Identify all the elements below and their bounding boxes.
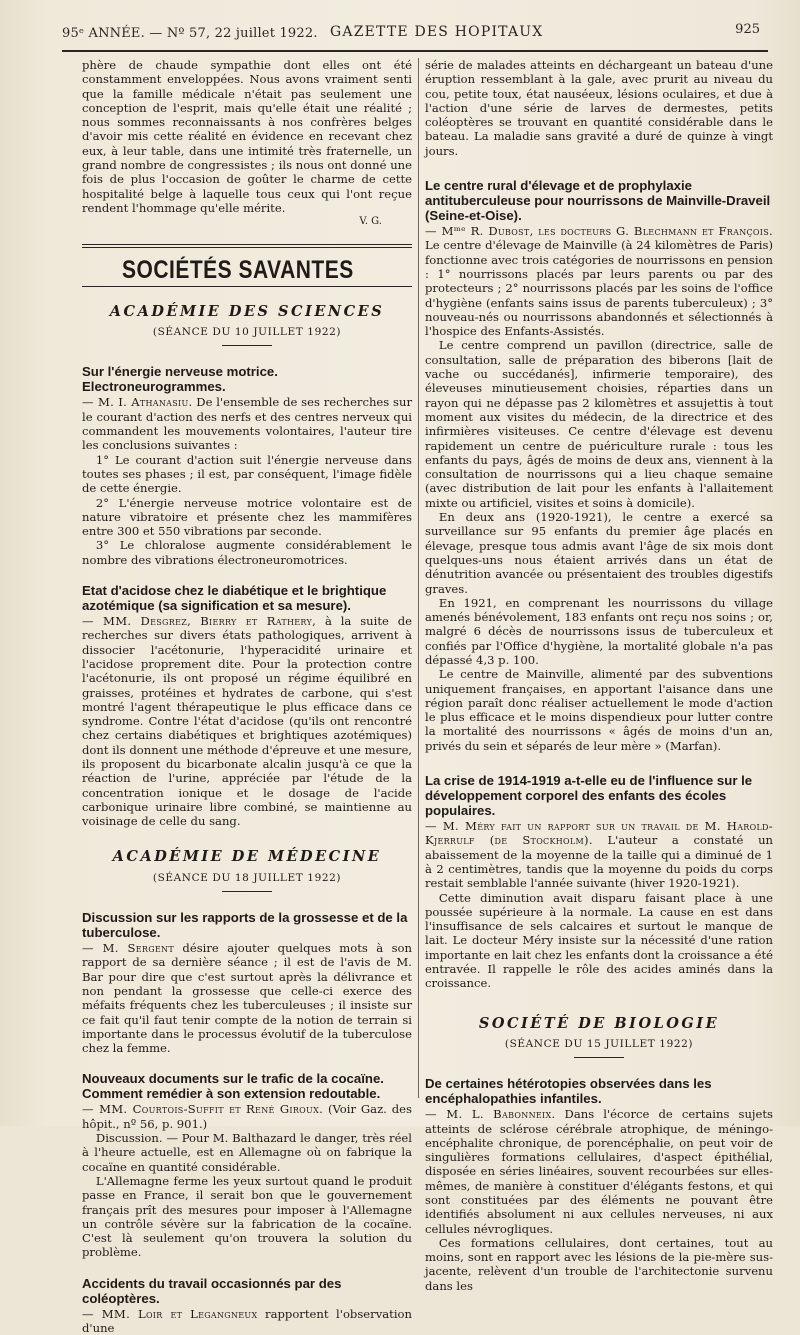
seance-date: (SÉANCE DU 15 JUILLET 1922) (504, 1037, 694, 1050)
article-paragraph (425, 819, 773, 890)
issue-info: 95ᵉ ANNÉE. — Nº 57, 22 juillet 1922. (62, 26, 318, 41)
article-text: De l'ensemble de ses recherches sur le courant d'action des nerfs et des centres nerveux qui commandent les mouvements volontaires, l'auteur tire les conclusions suivantes : (82, 395, 412, 453)
article-paragraph (82, 1307, 412, 1335)
article-text: à la suite de recherches sur divers états pathologiques, arrivent à dissocier l'acétonurie, l'hyperacidité urinaire et l'acidose proprement dite. Pour la protection contre l'acétonurie, ils ont proposé un régime équilibré en graisses, protéines et hydrates de carbone, qui s'est montré l'agent thérapeutique le plus efficace dans ce syndrome. Contre l'état d'acidose (qu'ils ont rencontré chez certains diabétiques et brightiques azotémiques) dont ils donnent une méthode d'épreuve et une mesure, ils proposent du bicarbonate alcalin jusqu'à ce que la réaction de l'urine, appréciée par l'étude de la concentration ionique et le dosage de l'acide carbonique urinaire libre combiné, se maintienne au voisinage de celle du sang. (82, 614, 412, 829)
article-paragraph: L'Allemagne ferme les yeux surtout quand le produit passe en France, il serait bon que le gouvernement français prît des mesures pour imposer à l'Allemagne un contrôle sévère sur la fabrication de la cocaïne. C'est là seulement qu'on trouvera la solution du problème. (82, 1173, 412, 1260)
article-title: Sur l'énergie nerveuse motrice. Electroneurogrammes. (82, 364, 278, 395)
article-title: Le centre rural d'élevage et de prophylaxie antituberculeuse pour nourrissons de Mainville-Draveil (Seine-et-Oise). (425, 178, 771, 224)
article-paragraph (425, 1107, 773, 1236)
article-paragraph: 3° Le chloralose augmente considérablement le nombre des vibrations électroneuromotrices. (82, 538, 412, 567)
article-paragraph: En 1921, en comprenant les nourrissons du village amenés bénévolement, 183 enfants ont reçu nos soins ; or, malgré 6 décès de nourrissons issus de tuberculeux et confiés par l'Office d'hygiène, la mortalité globale n'a pas dépassé 4,3 p. 100. (425, 595, 773, 667)
section-title: SOCIÉTÉS SAVANTES (122, 256, 354, 284)
article-paragraph (82, 1102, 412, 1131)
article-title: De certaines hétérotopies observées dans les encéphalopathies infantiles. (425, 1076, 712, 1107)
article-authors: — M. Méry fait un rapport sur un travail de M. Harold-Kjerrulf (de Stockholm). (425, 819, 773, 848)
left-column (82, 58, 412, 1335)
column-divider (418, 58, 419, 1098)
article-paragraph (82, 395, 412, 452)
intro-paragraph: phère de chaude sympathie dont elles ont été constamment enveloppées. Nous avons vraiment senti que la famille médicale n'était pas seulement une conception de l'esprit, mais qu'elle était une réalité ; nous sommes reconnaissants à nos confrères belges d'avoir mis cette réalité en évidence en recevant chez eux, à leur table, dans une intimité très fraternelle, un grand nombre de congressistes ; ils nous ont donné une fois de plus l'occasion de goûter le charme de cette hospitalité belge à laquelle tous ceux qui l'ont reçue rendent l'hommage qu'elle mérite. (82, 58, 412, 215)
article-text: Dans l'écorce de certains sujets atteints de sclérose cérébrale atrophique, de méningo-encéphalite chronique, de porencéphalie, on peut voir de singulières formations cellulaires, d'aspect épithélial, disposée en séries linéaires, souvent recourbées sur elles-mêmes, de manière à constituer d'élégants festons, et qui sont constituées par des éléments ne pouvant être identifiés absolument ni aux cellules nerveuses, ni aux cellules névrogliques. (425, 1107, 773, 1236)
societe-biologie-heading: SOCIÉTÉ DE BIOLOGIE (478, 1014, 720, 1032)
right-column (425, 58, 773, 1293)
article-paragraph: Le centre de Mainville, alimenté par des subventions uniquement françaises, en apportant l'aisance dans une région paraît donc réaliser actuellement le mode d'action le plus efficace et le moins dispendieux pour lutter contre la mortalité des nourrissons « âgés de moins d'un an, privés du sein et séparés de leur mère » (Marfan). (425, 667, 773, 753)
article-text: désire ajouter quelques mots à son rapport de sa dernière séance ; il est de l'avis de M. Bar pour dire que c'est surtout après la délivrance et non pendant la grossesse que celle-ci exerce des méfaits fréquents chez les tuberculeuses ; il insiste sur ce fait qu'il faut tenir compte de la notion de terrain si importante dans le processus évolutif de la tuberculose chez la femme. (82, 941, 412, 1056)
short-rule (222, 345, 272, 346)
article-authors: — Mᵐᵉ R. Dubost, les docteurs G. Blechmann et François. (425, 224, 773, 239)
article-authors: — M. I. Athanasiu. (82, 395, 193, 410)
article-paragraph: Cette diminution avait disparu faisant place à une poussée supérieure à la normale. La cause en est dans l'insuffisance de sels calcaires et surtout le manque de lait. Le docteur Méry insiste sur la nécessité d'une ration importante en lait chez les enfants dont la croissance a été entravée. Il rappelle le rôle des acides aminés dans la croissance. (425, 890, 773, 991)
article-text: L'auteur a constaté un abaissement de la moyenne de la taille qui a diminué de 1 à 2 centimètres, tandis que la moyenne du poids du corps restait semblable l'année suivante (hiver 1920-1921). (425, 833, 773, 891)
article-authors: — MM. Courtois-Suffit et René Giroux. (82, 1102, 324, 1117)
article-title: La crise de 1914-1919 a-t-elle eu de l'influence sur le développement corporel des enfants des écoles populaires. (425, 773, 753, 819)
article-paragraph: 2° L'énergie nerveuse motrice volontaire est de nature vibratoire et présente chez les mammifères entre 300 et 550 vibrations par seconde. (82, 495, 412, 539)
article-authors: — M. Sergent (82, 941, 174, 956)
page-number: 925 (735, 22, 760, 37)
continued-paragraph: série de malades atteints en déchargeant un bateau d'une éruption ressemblant à la gale, avec prurit au niveau du cou, petite toux, état nauséeux, lésions oculaires, et due à l'action d'une série de larves de dermestes, petits coléoptères se trouvant en quantité considérable dans le bateau. La maladie sans gravité a duré de quinze à vingt jours. (425, 58, 773, 158)
article-text: Le centre d'élevage de Mainville (à 24 kilomètres de Paris) fonctionne avec trois catégories de nourrissons en pension : 1° nourrissons placés par leurs parents ou par des protecteurs ; 2° nourrissons placés par les soins de l'office d'hygiène (enfants sains issus de parents tuberculeux) ; 3° nouveau-nés ou nourrissons abandonnés et sélectionnés à l'hospice des Enfants-Assistés. (425, 238, 773, 339)
signature: V. G. (359, 216, 382, 228)
seance-date: (SÉANCE DU 10 JUILLET 1922) (152, 326, 342, 339)
article-title: Discussion sur les rapports de la grossesse et de la tuberculose. (82, 910, 408, 941)
article-paragraph (82, 941, 412, 1055)
article-title: Nouveaux documents sur le trafic de la cocaïne. Comment remédier à son extension redoutable. (82, 1071, 384, 1102)
article-authors: — MM. Desgrez, Bierry et Rathery, (82, 614, 317, 629)
article-paragraph (82, 614, 412, 828)
article-paragraph: En deux ans (1920-1921), le centre a exercé sa surveillance sur 95 enfants du premier âge placés en élevage, presque tous admis avant l'âge de six mois dont quelques-uns nous étaient arrivés dans un état de dénutrition avancée ou présentaient des troubles digestifs graves. (425, 510, 773, 596)
header-rule (62, 50, 768, 52)
article-title-text: Accidents du travail occasionnés par des coléoptères. (82, 1275, 342, 1306)
article-paragraph: Le centre comprend un pavillon (directrice, salle de consultation, salle de préparation des biberons [lait de vache ou succédanés], infirmerie temporaire), des éleveuses minutieusement choisies, réparties dans un rayon qui ne dépasse pas 2 kilomètres et assujettis à tout moment aux visites du médecin, de la directrice et des infirmières visiteuses. Ce centre d'élevage est devenu rapidement un centre de puériculture rurale : tous les enfants du pays, âgés de moins de deux ans, viennent à la consultation de nourrissons qui a lieu chaque semaine (avec distribution de lait pour les enfants à l'allaitement mixte ou artificiel, visites et soins à domicile). (425, 338, 773, 510)
article-authors: — MM. Loir et Legangneux (82, 1306, 258, 1321)
article-text: (Voir Gaz. des hôpit., nº 56, p. 901.) (82, 1102, 412, 1131)
article-title (82, 1276, 412, 1306)
article-paragraph: 1° Le courant d'action suit l'énergie nerveuse dans toutes ses phases ; il est, par conséquent, l'image fidèle de cette énergie. (82, 452, 412, 496)
article-paragraph: Ces formations cellulaires, dont certaines, tout au moins, sont en rapport avec les lésions de la pie-mère sus-jacente, relèvent d'un trouble de l'architectonie survenu dans les (425, 1235, 773, 1293)
section-rule-bottom (82, 286, 412, 287)
article-paragraph: Discussion. — Pour M. Balthazard le danger, très réel à l'heure actuelle, est en Allemagne où on fabrique la cocaïne en quantité considérable. (82, 1131, 412, 1174)
article-title: Etat d'acidose chez le diabétique et le brightique azotémique (sa signification et sa mesure). (82, 583, 387, 614)
article-paragraph (425, 224, 773, 338)
seance-date: (SÉANCE DU 18 JUILLET 1922) (152, 871, 342, 884)
short-rule (222, 891, 272, 892)
page-header (62, 18, 768, 48)
academy-medecine-heading: ACADÉMIE DE MÉDECINE (112, 848, 382, 866)
article-authors: — M. L. Babonneix. (425, 1107, 556, 1122)
section-rule-top (82, 244, 412, 248)
article-text: rapportent l'observation d'une (82, 1306, 412, 1335)
journal-title: GAZETTE DES HOPITAUX (330, 24, 544, 40)
academy-sciences-heading: ACADÉMIE DES SCIENCES (109, 302, 385, 320)
short-rule (574, 1057, 624, 1058)
